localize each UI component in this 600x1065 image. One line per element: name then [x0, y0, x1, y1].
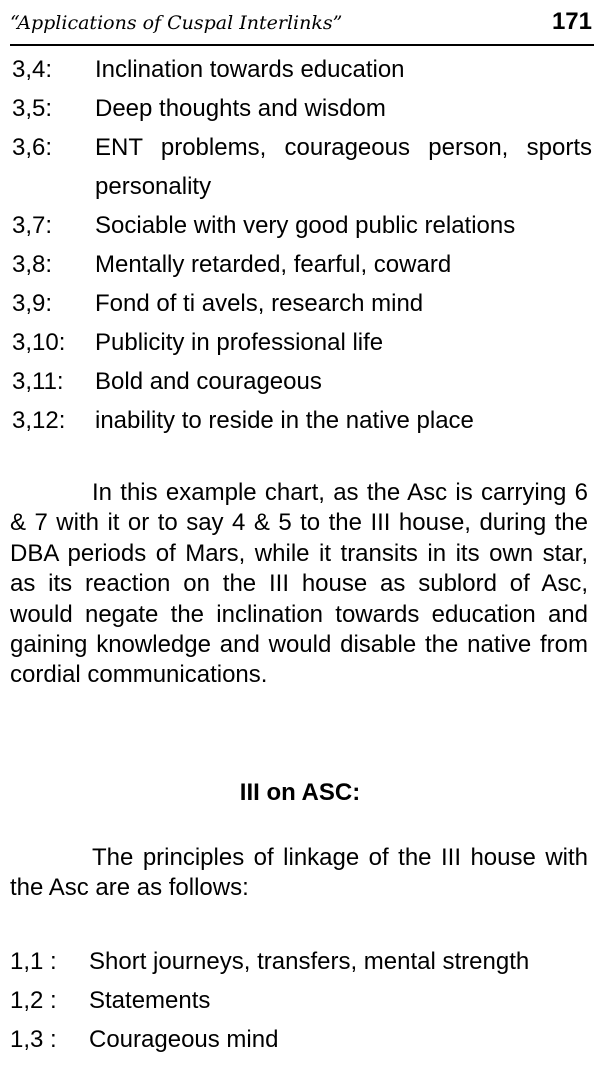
list-item [10, 1020, 590, 1059]
list-item [12, 128, 592, 206]
running-header [10, 8, 594, 46]
list-item [12, 323, 592, 362]
list-item [12, 245, 592, 284]
list-item [12, 206, 592, 245]
list-item-number: 3,5: [12, 95, 53, 122]
list-item-number: 1,2 : [10, 987, 57, 1014]
list-item-text: Deep thoughts and wisdom [95, 95, 386, 122]
list-item-text: Sociable with very good public relations [95, 212, 516, 239]
running-title: “Applications of Cuspal Interlinks” [10, 12, 343, 34]
list-item [12, 362, 592, 401]
list-item-number: 3,4: [12, 56, 53, 83]
list-item-number: 1,1 : [10, 948, 57, 975]
list-item-number: 3,11: [12, 368, 64, 395]
list-item-text: ENT problems, courageous person, sports personality [95, 134, 592, 200]
list-item [12, 89, 592, 128]
list-item-number: 3,10: [12, 329, 66, 356]
list-item-text: Fond of ti avels, research mind [95, 290, 424, 317]
list-item [10, 942, 590, 981]
cusp-list-1 [10, 942, 590, 1059]
list-item [10, 981, 590, 1020]
list-item-number: 3,9: [12, 290, 53, 317]
list-item-number: 3,12: [12, 407, 66, 434]
list-item-text: Statements [89, 987, 211, 1014]
list-item-text: inability to reside in the native place [95, 407, 474, 434]
list-item-text: Courageous mind [89, 1026, 279, 1053]
cusp-list-3 [12, 50, 592, 440]
list-item [12, 401, 592, 440]
section-heading: III on ASC: [239, 779, 361, 806]
list-item-text: Mentally retarded, fearful, coward [95, 251, 452, 278]
list-item-text: Bold and courageous [95, 368, 322, 395]
list-item [12, 284, 592, 323]
list-item-number: 1,3 : [10, 1026, 57, 1053]
intro-paragraph: The principles of linkage of the III house with the Asc are as follows: [10, 844, 588, 902]
list-item-text: Publicity in professional life [95, 329, 384, 356]
list-item-number: 3,7: [12, 212, 53, 239]
list-item-text: Short journeys, transfers, mental strength [89, 948, 530, 975]
page-number: 171 [551, 8, 592, 35]
list-item-text: Inclination towards education [95, 56, 405, 83]
list-item-number: 3,6: [12, 134, 53, 161]
list-item [12, 50, 592, 89]
list-item-number: 3,8: [12, 251, 53, 278]
example-paragraph: In this example chart, as the Asc is carrying 6 & 7 with it or to say 4 & 5 to the III house, during the DBA periods of Mars, while it transits in its own star, as its reaction on the III house as sublord of Asc, would negate the inclination towards education and gaining knowledge and would disable the native from cordial communications. [10, 479, 588, 689]
